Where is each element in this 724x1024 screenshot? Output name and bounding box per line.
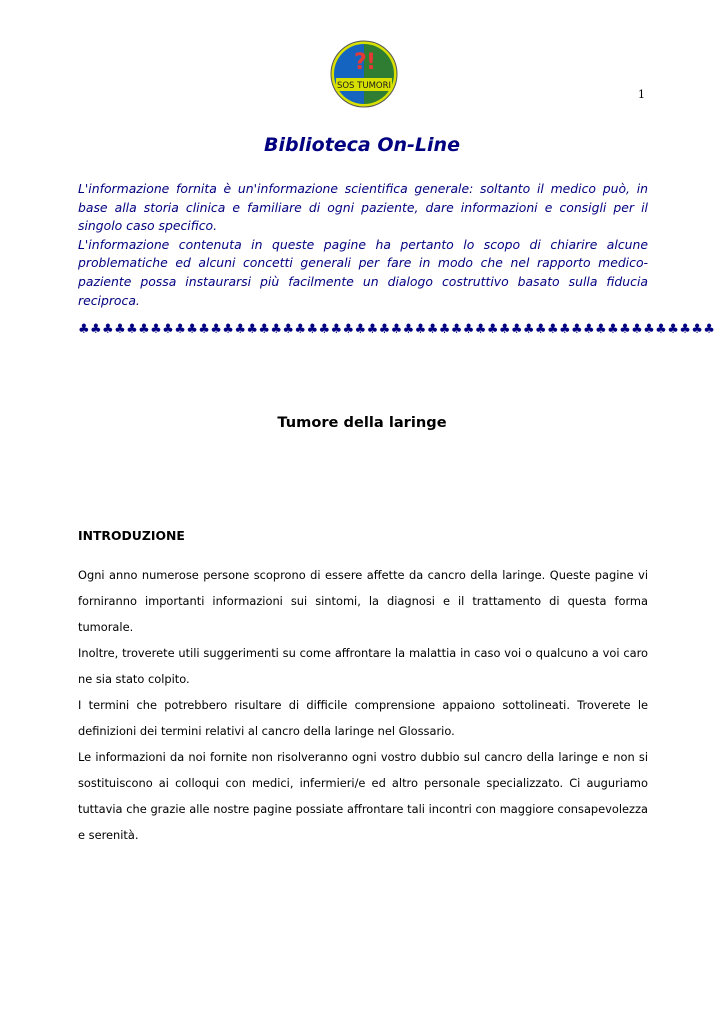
disclaimer-paragraph: L'informazione fornita è un'informazione scientifica generale: soltanto il medico può, in base alla storia clinica e familiare di ogni paziente, dare informazioni e consigli per il singolo caso specifico. [78, 181, 648, 234]
section-title: Tumore della laringe [277, 414, 447, 431]
body-paragraph: Inoltre, troverete utili suggerimenti su come affrontare la malattia in caso voi o qualcuno a voi caro ne sia stato colpito. [78, 646, 648, 686]
intro-body [78, 562, 648, 848]
body-paragraph: Ogni anno numerose persone scoprono di essere affette da cancro della laringe. Queste pagine vi forniranno importanti informazioni sui sintomi, la diagnosi e il trattamento di questa forma tumorale. [78, 568, 648, 634]
clover-separator: ♣♣♣♣♣♣♣♣♣♣♣♣♣♣♣♣♣♣♣♣♣♣♣♣♣♣♣♣♣♣♣♣♣♣♣♣♣♣♣♣♣♣♣♣♣♣♣♣♣♣♣♣♣ [78, 322, 716, 337]
intro-heading: INTRODUZIONE [78, 528, 185, 543]
body-paragraph: Le informazioni da noi fornite non risolveranno ogni vostro dubbio sul cancro della laringe e non si sostituiscono ai colloqui con medici, infermieri/e ed altro personale specializzato. Ci auguriamo tuttavia che grazie alle nostre pagine possiate affrontare tali incontri con maggiore consapevolezza e serenità. [78, 750, 648, 842]
page-number: 1 [638, 88, 645, 101]
disclaimer [78, 180, 648, 310]
disclaimer-paragraph: L'informazione contenuta in queste pagine ha pertanto lo scopo di chiarire alcune problematiche ed alcuni concetti generali per fare in modo che nel rapporto medico-paziente possa instaurarsi più facilmente un dialogo costruttivo basato sulla fiducia reciproca. [78, 236, 648, 308]
exclamation-icon: ! [366, 50, 377, 75]
sos-tumori-logo [330, 40, 398, 108]
page-title: Biblioteca On-Line [264, 134, 460, 156]
question-mark-icon: ? [354, 50, 367, 75]
logo-text: SOS TUMORI [336, 81, 392, 91]
body-paragraph: I termini che potrebbero risultare di difficile comprensione appaiono sottolineati. Troverete le definizioni dei termini relativi al cancro della laringe nel Glossario. [78, 698, 648, 738]
